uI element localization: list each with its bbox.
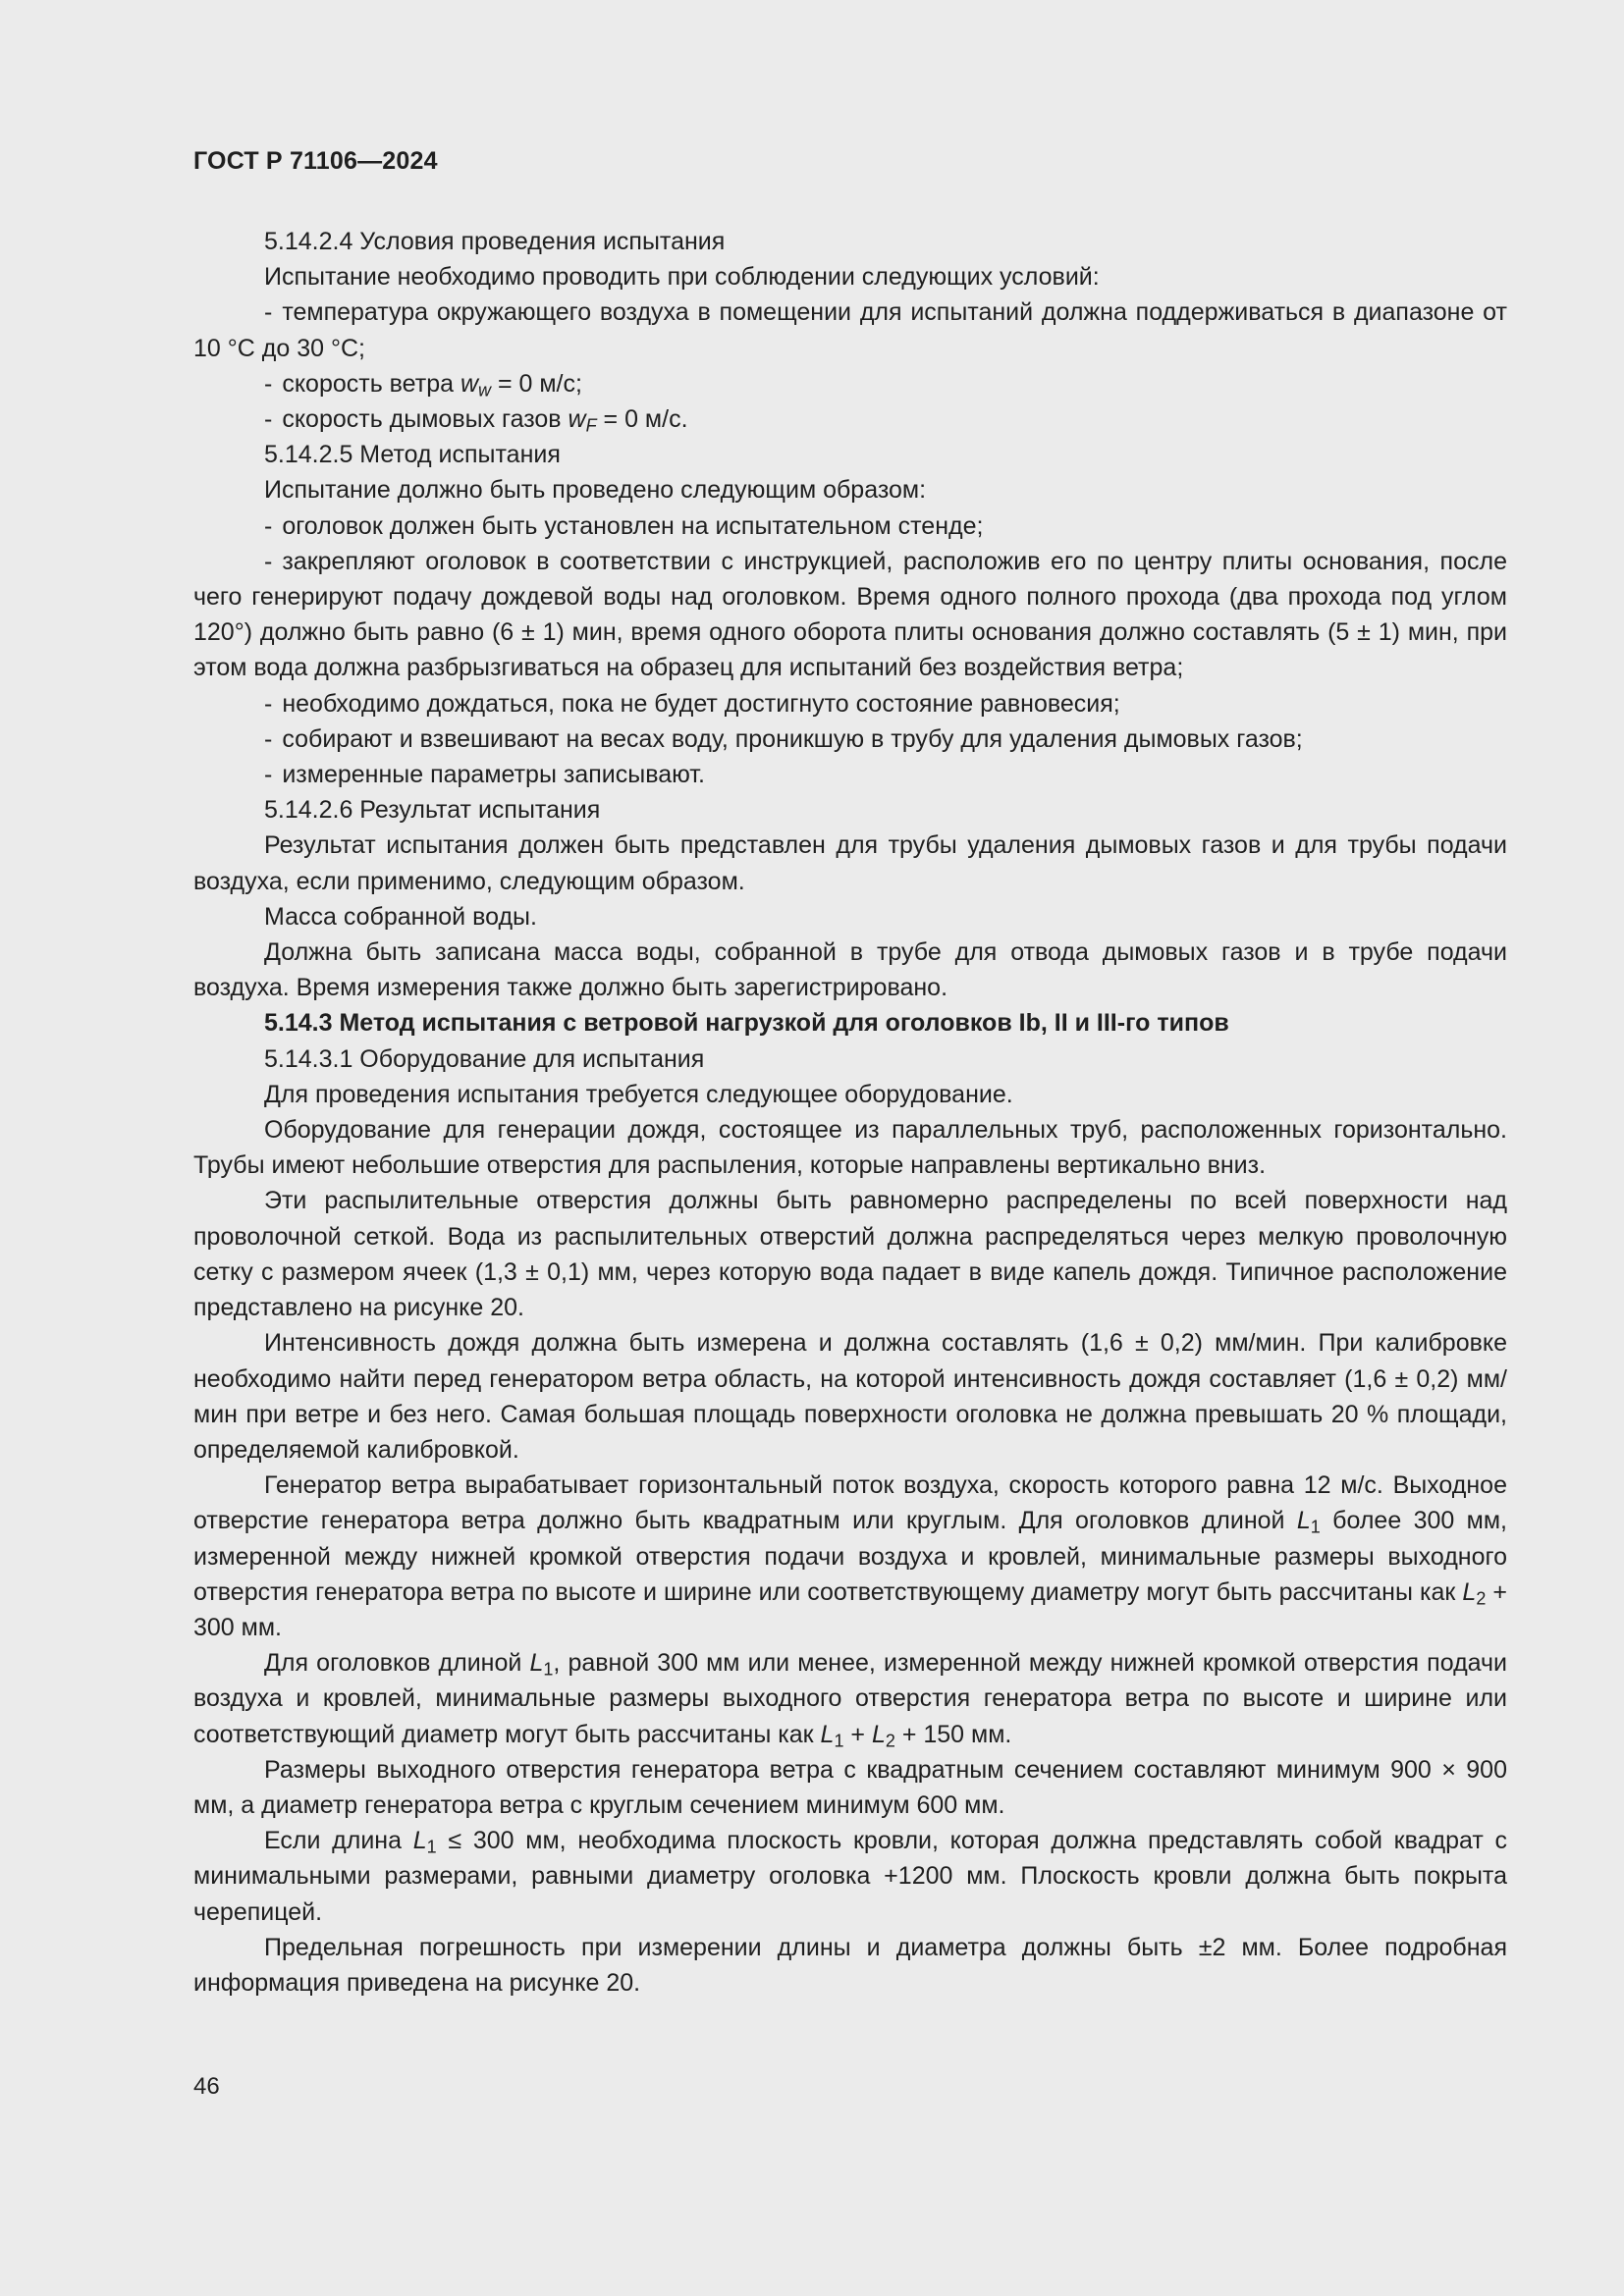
paragraph: - скорость ветра $w_w = 0$ м/с; bbox=[264, 369, 582, 400]
document-body bbox=[193, 224, 1507, 2001]
paragraph: Масса собранной воды. bbox=[264, 902, 537, 931]
paragraph: Если длина $L_1 \le 300$ мм, необходима плоскость кровли, которая должна представлять собой квадрат с минимальными размерами, равными диаметру оголовка +1200 мм. Плоскость кровли должна быть покрыта черепицей. bbox=[193, 1827, 1508, 1926]
paragraph: - скорость дымовых газов $w_F = 0$ м/с. bbox=[264, 405, 688, 436]
paragraph: - температура окружающего воздуха в помещении для испытаний должна поддерживаться в диапазоне от 10 °C до 30 °C; bbox=[193, 298, 1507, 362]
paragraph: Оборудование для генерации дождя, состоящее из параллельных труб, расположенных горизонтально. Трубы имеют небольшие отверстия для распыления, которые направлены вертикально вниз. bbox=[193, 1116, 1507, 1180]
paragraph: Испытание необходимо проводить при соблюдении следующих условий: bbox=[264, 263, 1100, 292]
paragraph: Для оголовков длиной $L_1$, равной 300 мм или менее, измеренной между нижней кромкой отверстия подачи воздуха и кровлей, минимальные размеры выходного отверстия генератора ветра по высоте и ширине или соответствующий диаметр могут быть рассчитаны как $L_1 + L_2 + 150$ мм. bbox=[193, 1649, 1507, 1751]
paragraph: - собирают и взвешивают на весах воду, проникшую в трубу для удаления дымовых газов; bbox=[264, 724, 1303, 753]
paragraph: 5.14.3.1 Оборудование для испытания bbox=[264, 1044, 705, 1073]
page-number: 46 bbox=[193, 2073, 220, 2100]
paragraph: Интенсивность дождя должна быть измерена и должна составлять (1,6 ± 0,2) мм/мин. При калибровке необходимо найти перед генератором ветра область, на которой интенсивность дождя составляет (1,6 ± 0,2) мм/мин при ветре и без него. Самая большая площадь поверхности оголовка не должна превышать 20 % площади, определяемой калибровкой. bbox=[193, 1329, 1507, 1464]
paragraph: Испытание должно быть проведено следующим образом: bbox=[264, 476, 927, 505]
paragraph: Должна быть записана масса воды, собранной в трубе для отвода дымовых газов и в трубе подачи воздуха. Время измерения также должно быть зарегистрировано. bbox=[193, 938, 1507, 1002]
paragraph: - закрепляют оголовок в соответствии с инструкцией, расположив его по центру плиты основания, после чего генерируют подачу дождевой воды над оголовком. Время одного полного прохода (два прохода под углом 120°) должно быть равно (6 ± 1) мин, время одного оборота плиты основания должно составлять (5 ± 1) мин, при этом вода должна разбрызгиваться на образец для испытаний без воздействия ветра; bbox=[193, 547, 1507, 682]
paragraph: Результат испытания должен быть представлен для трубы удаления дымовых газов и для трубы подачи воздуха, если применимо, следующим образом. bbox=[193, 831, 1507, 895]
paragraph: Размеры выходного отверстия генератора ветра с квадратным сечением составляют минимум 900 × 900 мм, а диаметр генератора ветра с круглым сечением минимум 600 мм. bbox=[193, 1755, 1507, 1819]
paragraph: 5.14.2.4 Условия проведения испытания bbox=[264, 228, 726, 255]
paragraph: - измеренные параметры записывают. bbox=[264, 761, 705, 789]
paragraph: Для проведения испытания требуется следующее оборудование. bbox=[264, 1080, 1013, 1108]
paragraph: 5.14.2.6 Результат испытания bbox=[264, 796, 601, 825]
paragraph: Предельная погрешность при измерении длины и диаметра должны быть ±2 мм. Более подробная информация приведена на рисунке 20. bbox=[193, 1933, 1507, 1997]
document-header: ГОСТ Р 71106—2024 bbox=[193, 147, 438, 175]
paragraph: 5.14.2.5 Метод испытания bbox=[264, 441, 561, 469]
paragraph: Генератор ветра вырабатывает горизонтальный поток воздуха, скорость которого равна 12 м/с. Выходное отверстие генератора ветра должно быть квадратным или круглым. Для оголовков длиной $L_1$ более 300 мм, измеренной между нижней кромкой отверстия подачи воздуха и кровлей, минимальные размеры выходного отверстия генератора ветра по высоте и ширине или соответствующему диаметру могут быть рассчитаны как $L_2 + 300$ мм. bbox=[193, 1471, 1507, 1641]
paragraph: Эти распылительные отверстия должны быть равномерно распределены по всей поверхности над проволочной сеткой. Вода из распылительных отверстий должна распределяться через мелкую проволочную сетку с размером ячеек (1,3 ± 0,1) мм, через которую вода падает в виде капель дождя. Типичное расположение представлено на рисунке 20. bbox=[193, 1187, 1507, 1322]
paragraph: 5.14.3 Метод испытания с ветровой нагрузкой для оголовков Ib, II и III-го типов bbox=[264, 1009, 1229, 1038]
paragraph: - необходимо дождаться, пока не будет достигнуто состояние равновесия; bbox=[264, 689, 1120, 718]
paragraph: - оголовок должен быть установлен на испытательном стенде; bbox=[264, 511, 984, 540]
